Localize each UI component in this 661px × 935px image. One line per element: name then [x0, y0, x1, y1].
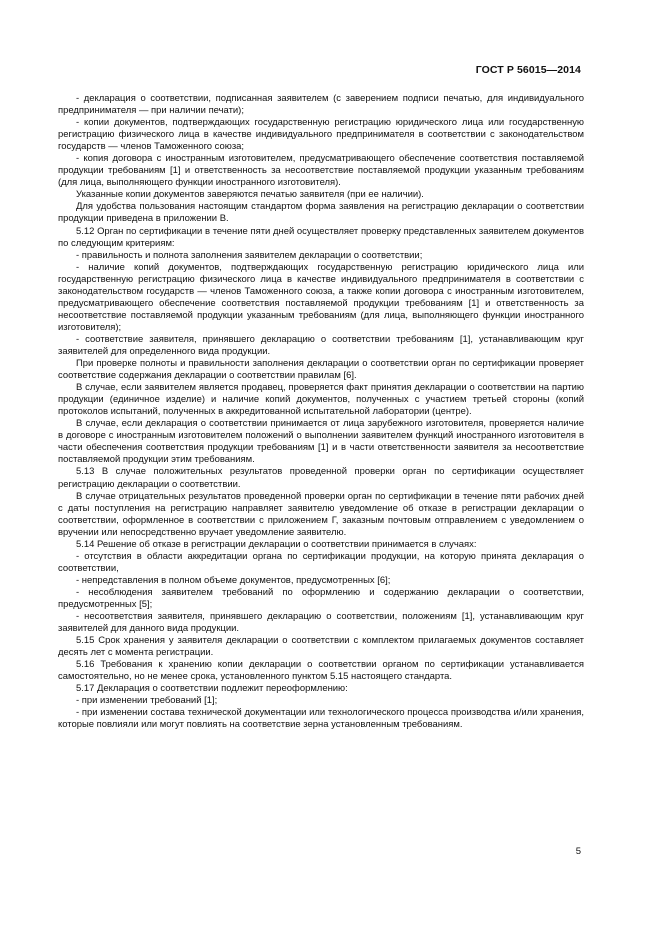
paragraph: При проверке полноты и правильности заполнения декларации о соответствии орган по сертификации проверяет соответствие содержания декларации о соответствии правилам [6]. [58, 358, 584, 382]
paragraph: Указанные копии документов заверяются печатью заявителя (при ее наличии). [76, 189, 424, 201]
paragraph: Для удобства пользования настоящим стандартом форма заявления на регистрацию декларации о соответствии продукции приведена в приложении В. [58, 201, 584, 225]
paragraph: В случае, если декларация о соответствии принимается от лица зарубежного изготовителя, проверяется наличие в договоре с иностранным изготовителем положений о выполнении заявителем функций иностранного изготовителя в части обеспечения соответствия продукции требованиям [1] и в части ответственности заявителя за несоответствие поставляемой продукции этим требованиям. [58, 418, 584, 466]
body-text [58, 93, 584, 731]
clause-5-17: 5.17 Декларация о соответствии подлежит переоформлению: [76, 683, 348, 695]
paragraph: - соответствие заявителя, принявшего декларацию о соответствии требованиям [1], устанавливающим круг заявителей для определенного вида продукции. [58, 333, 584, 357]
paragraph: - при изменении требований [1]; [76, 695, 218, 707]
clause-5-15: 5.15 Срок хранения у заявителя декларации о соответствии с комплектом прилагаемых документов составляет десять лет с момента регистрации. [58, 635, 584, 659]
paragraph: - непредставления в полном объеме документов, предусмотренных [6]; [76, 574, 391, 586]
standard-designation: ГОСТ Р 56015—2014 [475, 64, 581, 76]
page-number: 5 [575, 846, 581, 857]
paragraph: - декларация о соответствии, подписанная заявителем (с заверением подписи печатью, для индивидуального предпринимателя — при наличии печати); [58, 93, 584, 117]
paragraph: - копии документов, подтверждающих государственную регистрацию юридического лица или государственную регистрацию физического лица в качестве индивидуального предпринимателя в соответствии с законодательством государств — членов Таможенного союза; [58, 117, 584, 153]
clause-5-16: 5.16 Требования к хранению копии декларации о соответствии органом по сертификации устанавливается самостоятельно, но не менее срока, установленного пунктом 5.15 настоящего стандарта. [58, 659, 584, 683]
paragraph: - несоблюдения заявителем требований по оформлению и содержанию декларации о соответствии, предусмотренных [5]; [58, 586, 584, 610]
paragraph: - копия договора с иностранным изготовителем, предусматривающего обеспечение соответствия поставляемой продукции требованиям [1] и ответственность за несоответствие поставляемой продукции указанным требованиям (для лица, выполняющего функции иностранного изготовителя). [58, 153, 584, 189]
clause-5-13: 5.13 В случае положительных результатов проведенной проверки орган по сертификации осуществляет регистрацию декларации о соответствии. [58, 466, 584, 490]
clause-5-12: 5.12 Орган по сертификации в течение пяти дней осуществляет проверку представленных заявителем документов по следующим критериям: [58, 225, 584, 249]
paragraph: - отсутствия в области аккредитации органа по сертификации продукции, на которую принята декларация о соответствии, [58, 550, 584, 574]
paragraph: - несоответствия заявителя, принявшего декларацию о соответствии, положениям [1], устанавливающим круг заявителей для данного вида продукции. [58, 611, 584, 635]
paragraph: - наличие копий документов, подтверждающих государственную регистрацию юридического лица или государственную регистрацию физического лица в качестве индивидуального предпринимателя в соответствии с законодательством государств — членов Таможенного союза, а также копии договора с иностранным изготовителем, предусматривающего обеспечение соответствия поставляемой продукции требованиям [1] и ответственность за несоответствие поставляемой продукции указанным требованиям (для лица, выполняющего функции иностранного изготовителя); [58, 261, 584, 333]
clause-5-14: 5.14 Решение об отказе в регистрации декларации о соответствии принимается в случаях: [76, 538, 477, 550]
paragraph: В случае, если заявителем является продавец, проверяется факт принятия декларации о соответствии на партию продукции (единичное изделие) и наличие копий документов, полученных с участием третьей стороны (копий протоколов испытаний, полученных в аккредитованной испытательной лаборатории (центре). [58, 382, 584, 418]
paragraph: - при изменении состава технической документации или технологического процесса производства и/или хранения, которые повлияли или могут повлиять на соответствие зерна установленным требованиям. [58, 707, 584, 731]
paragraph: В случае отрицательных результатов проведенной проверки орган по сертификации в течение пяти рабочих дней с даты поступления на регистрацию направляет заявителю уведомление об отказе в регистрации декларации о соответствии, оформленное в соответствии с приложением Г, заказным почтовым отправлением с уведомлением о вручении или непосредственно вручает уведомление заявителю. [58, 490, 584, 538]
paragraph: - правильность и полнота заполнения заявителем декларации о соответствии; [76, 249, 423, 261]
